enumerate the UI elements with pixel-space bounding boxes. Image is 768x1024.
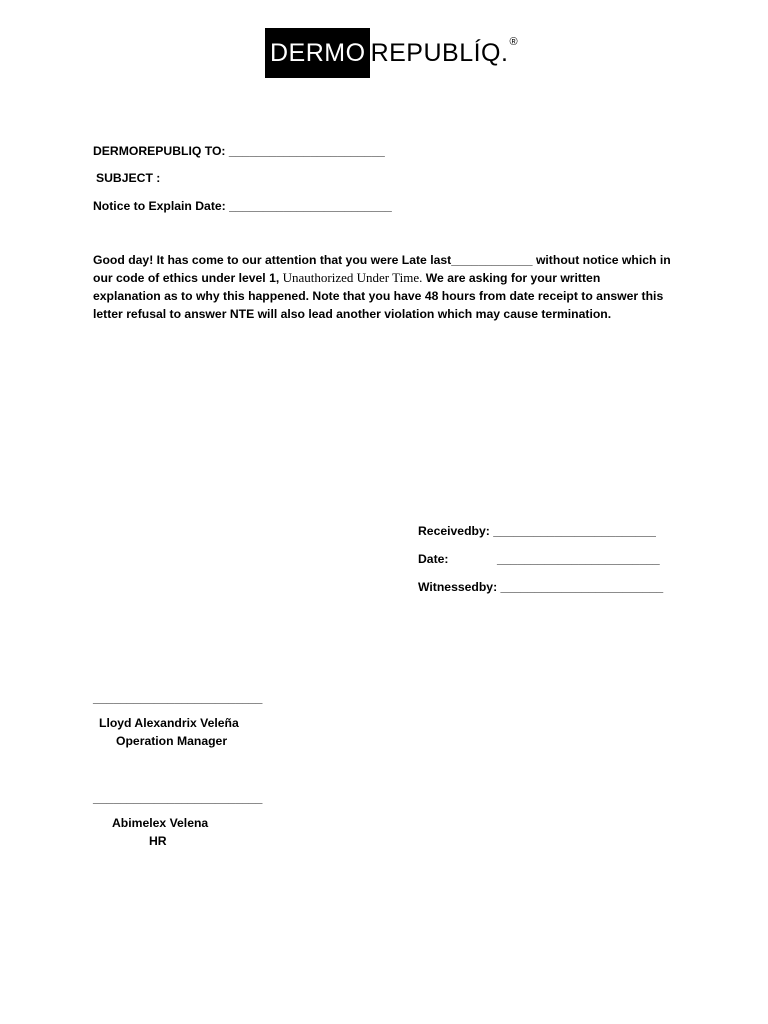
signature-line-1: _________________________ (93, 691, 263, 705)
signatory-title-2: HR (149, 834, 167, 848)
body-line-2-start: our code of ethics under level 1, (93, 271, 283, 285)
body-line-2-end: We are asking for your written (422, 271, 601, 285)
letter-body (93, 251, 678, 323)
body-line-2 (93, 269, 678, 287)
violation-name: Unauthorized Under Time. (282, 270, 423, 285)
nte-date-field: Notice to Explain Date: ________________________ (93, 199, 392, 213)
company-logo (265, 28, 518, 78)
registered-mark: ® (509, 36, 518, 48)
received-by-field: Receivedby: ________________________ (418, 524, 656, 538)
signatory-name-1: Lloyd Alexandrix Veleña (99, 716, 239, 730)
to-field: DERMOREPUBLIQ TO: _______________________ (93, 144, 385, 158)
signature-line-2: _________________________ (93, 791, 263, 805)
date-label: Date: (418, 552, 449, 566)
subject-field: SUBJECT : (96, 171, 161, 185)
body-line-4: letter refusal to answer NTE will also lead another violation which may cause termination. (93, 307, 612, 321)
logo-light-part: REPUBLÍQ. (370, 38, 509, 67)
body-line-3: explanation as to why this happened. Note that you have 48 hours from date receipt to answer this (93, 289, 664, 303)
signatory-title-1: Operation Manager (116, 734, 228, 748)
body-line-1: Good day! It has come to our attention that you were Late last____________ without notice which in (93, 253, 671, 267)
witnessed-by-field: Witnessedby: ________________________ (418, 580, 664, 594)
logo-dark-part: DERMO (265, 28, 370, 78)
date-line: ________________________ (497, 552, 660, 566)
signatory-name-2: Abimelex Velena (112, 816, 209, 830)
